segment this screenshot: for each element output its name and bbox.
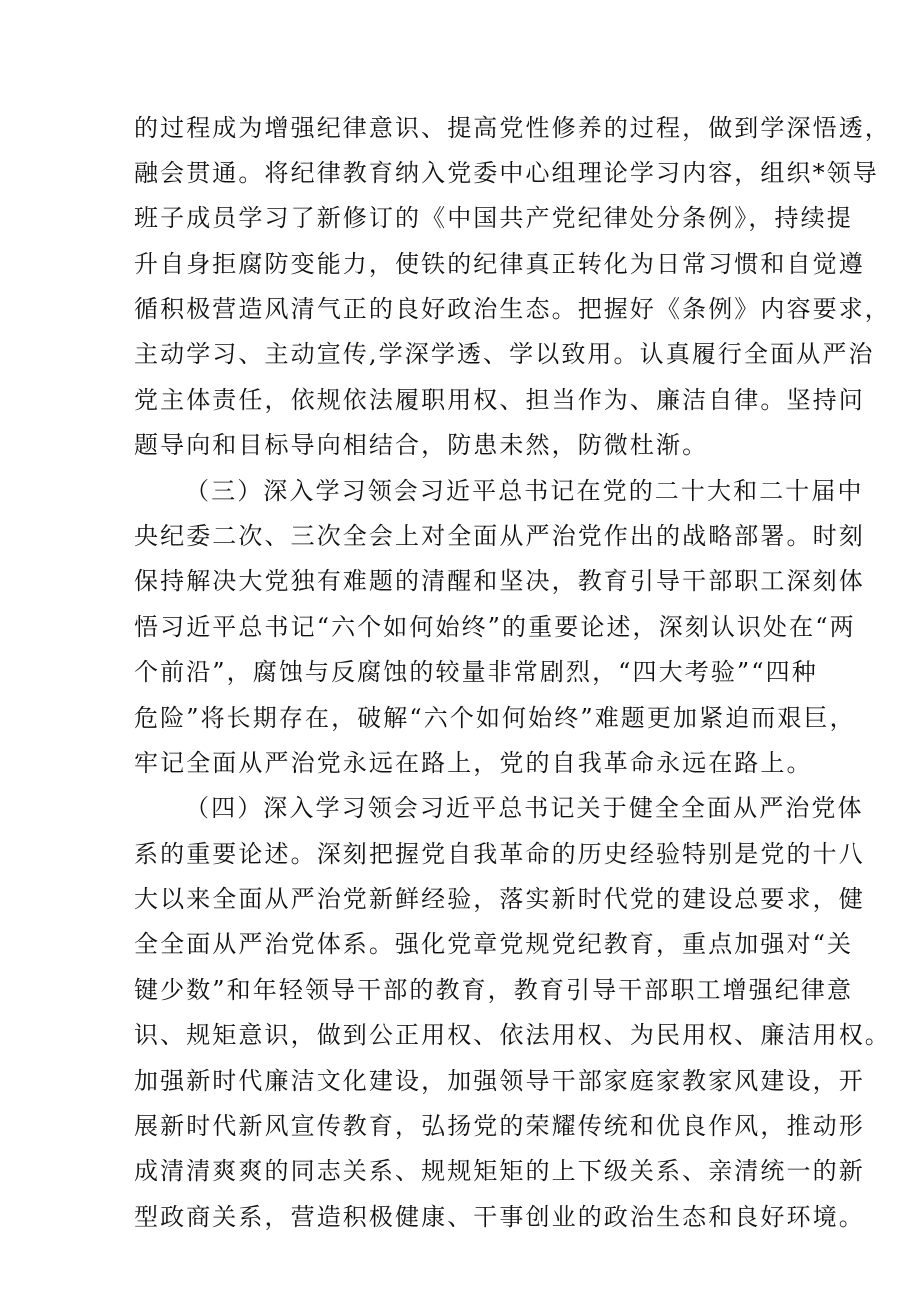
body-text-line: 循积极营造风清气正的良好政治生态。把握好《条例》内容要求， (134, 295, 891, 323)
section-4-heading-line: （四）深入学习领会习近平总书记关于健全全面从严治党体 (185, 794, 864, 822)
body-text-line: 全全面从严治党体系。强化党章党规党纪教育，重点加强对“关 (134, 930, 854, 958)
body-text-line: 型政商关系，营造积极健康、干事创业的政治生态和良好环境。 (134, 1203, 865, 1231)
body-text-line: 加强新时代廉洁文化建设，加强领导干部家庭家教家风建设，开 (134, 1067, 865, 1095)
body-text-line: 题导向和目标导向相结合，防患未然，防微杜渐。 (134, 431, 709, 459)
body-text-line: 危险”将长期存在，破解“六个如何始终”难题更加紧迫而艰巨， (134, 704, 856, 732)
body-text-line: 展新时代新风宣传教育，弘扬党的荣耀传统和优良作风，推动形 (134, 1112, 865, 1140)
body-text-line: 融会贯通。将纪律教育纳入党委中心组理论学习内容，组织*领导 (134, 159, 879, 187)
section-3-heading-line: （三）深入学习领会习近平总书记在党的二十大和二十届中 (185, 477, 864, 505)
body-text-line: 悟习近平总书记“六个如何始终”的重要论述，深刻认识处在“两 (134, 613, 856, 641)
body-text-line: 的过程成为增强纪律意识、提高党性修养的过程，做到学深悟透， (134, 114, 891, 142)
body-text-line: 升自身拒腐防变能力，使铁的纪律真正转化为日常习惯和自觉遵 (134, 250, 865, 278)
body-text-line: 成清清爽爽的同志关系、规规矩矩的上下级关系、亲清统一的新 (134, 1157, 865, 1185)
body-text-line: 个前沿”，腐蚀与反腐蚀的较量非常剧烈，“四大考验”“四种 (134, 658, 818, 686)
body-text-line: 识、规矩意识，做到公正用权、依法用权、为民用权、廉洁用权。 (134, 1021, 891, 1049)
body-text-line: 党主体责任，依规依法履职用权、担当作为、廉洁自律。坚持问 (134, 386, 865, 414)
body-text-line: 央纪委二次、三次全会上对全面从严治党作出的战略部署。时刻 (134, 522, 865, 550)
body-text-line: 系的重要论述。深刻把握党自我革命的历史经验特别是党的十八 (134, 840, 865, 868)
body-text-line: 大以来全面从严治党新鲜经验，落实新时代党的建设总要求，健 (134, 885, 865, 913)
body-text-line: 主动学习、主动宣传,学深学透、学以致用。认真履行全面从严治 (134, 340, 875, 368)
body-text-line: 班子成员学习了新修订的《中国共产党纪律处分条例》，持续提 (134, 204, 853, 232)
body-text-line: 保持解决大党独有难题的清醒和坚决，教育引导干部职工深刻体 (134, 567, 865, 595)
body-text-line: 牢记全面从严治党永远在路上，党的自我革命永远在路上。 (134, 749, 813, 777)
body-text-line: 键少数”和年轻领导干部的教育，教育引导干部职工增强纪律意 (134, 976, 854, 1004)
